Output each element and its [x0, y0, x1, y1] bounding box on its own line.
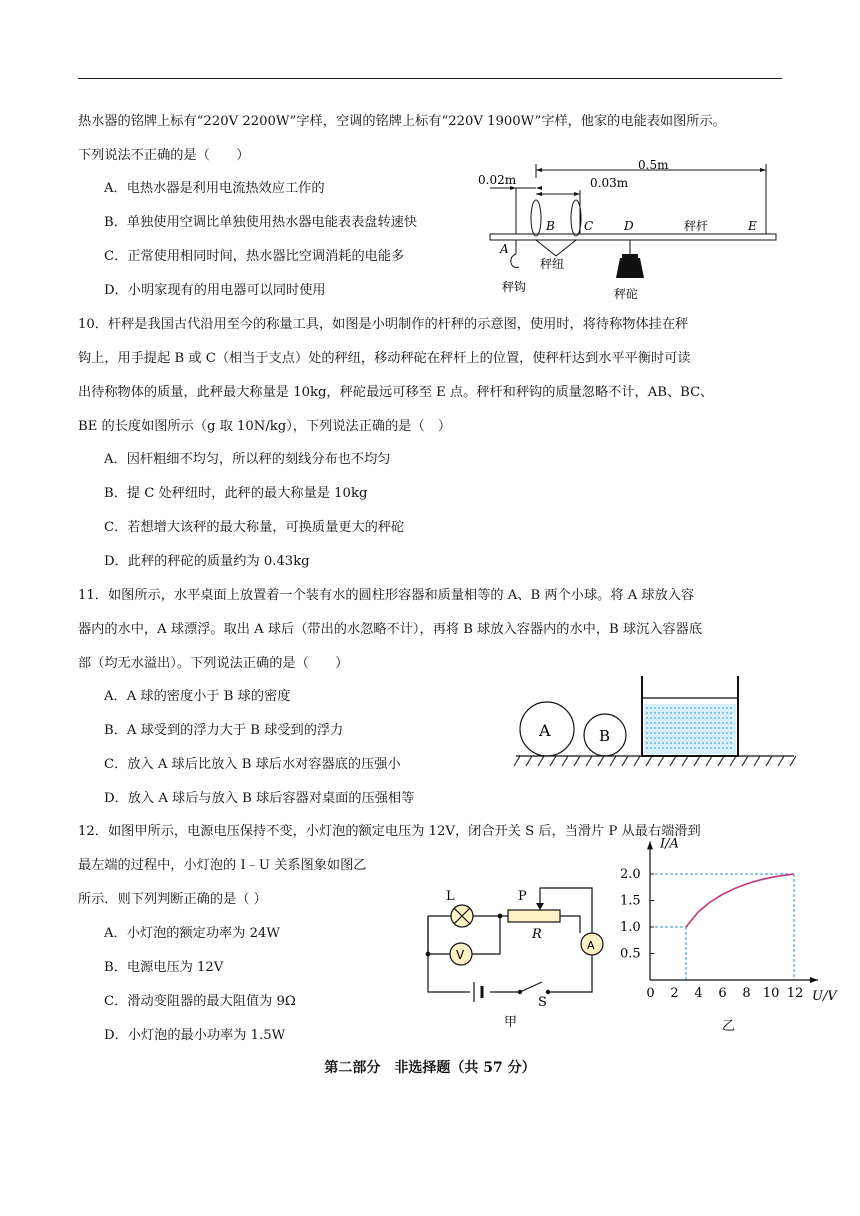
point-e-label: E: [748, 219, 757, 233]
y-tick-label: 1.0: [620, 920, 641, 935]
point-a-label: A: [500, 242, 509, 256]
q10-line-4: BE 的长度如图所示（g 取 10N/kg），下列说法正确的是（ ）: [78, 419, 452, 434]
hook-label: 秤钩: [502, 280, 527, 294]
q11-option-b: B．A 球受到的浮力大于 B 球受到的浮力: [104, 723, 344, 738]
slider-label: P: [518, 889, 527, 904]
q12-line-2: 最左端的过程中，小灯泡的 I﹣U 关系图象如图乙: [78, 858, 367, 873]
q10-option-c: C．若想增大该秤的最大称量，可换质量更大的秤砣: [104, 520, 405, 535]
iu-graph: [612, 832, 844, 1032]
ball-a-label: A: [539, 721, 551, 740]
q11-option-a: A．A 球的密度小于 B 球的密度: [104, 689, 291, 704]
intro-line-1: 热水器的铭牌上标有“220V 2200W”字样，空调的铭牌上标有“220V 1900W”字样，他家的电能表如图所示。: [78, 114, 726, 129]
weight-label: 秤砣: [614, 287, 639, 301]
circuit-caption: 甲: [504, 1015, 518, 1030]
graph-caption: 乙: [722, 1019, 736, 1032]
knob-label: 秤纽: [540, 257, 565, 271]
q11-option-d: D．放入 A 球后与放入 B 球后容器对桌面的压强相等: [104, 791, 415, 806]
dim-label-05m: 0.5m: [638, 158, 669, 172]
q10-line-1: 10．杆秤是我国古代沿用至今的称量工具，如图是小明制作的杆秤的示意图，使用时，将待称物体挂在秤: [78, 317, 689, 332]
y-axis-label: I/A: [660, 836, 679, 852]
q10-line-2: 钩上，用手提起 B 或 C（相当于支点）处的秤纽，移动秤砣在秤杆上的位置，使秤杆达到水平平衡时可读: [78, 351, 691, 366]
point-d-label: D: [624, 219, 634, 233]
header-rule: [78, 78, 782, 79]
x-axis-arrow: [810, 977, 818, 983]
q11-line-1: 11．如图所示，水平桌面上放置着一个装有水的圆柱形容器和质量相等的 A、B 两个小球。将 A 球放入容: [78, 588, 695, 603]
lamp-label: L: [446, 889, 455, 904]
q10-option-d: D．此秤的秤砣的质量约为 0.43kg: [104, 554, 310, 569]
x-tick-label: 12: [786, 986, 804, 1001]
q9-option-c: C．正常使用相同时间，热水器比空调消耗的电能多: [104, 249, 405, 264]
y-tick-label: 1.5: [620, 893, 641, 909]
x-tick-label: 2: [670, 986, 679, 1001]
x-tick-label: 0: [646, 986, 655, 1001]
q12-option-b: B．电源电压为 12V: [104, 960, 224, 975]
q12-option-a: A．小灯泡的额定功率为 24W: [104, 926, 280, 941]
rod-label: 秤杆: [684, 219, 709, 233]
q11-line-2: 器内的水中，A 球漂浮。取出 A 球后（带出的水忽略不计），再将 B 球放入容器内的水中，B 球沉入容器底: [78, 622, 703, 637]
intro-line-2: 下列说法不正确的是（ ）: [78, 148, 250, 163]
q12-line-3: 所示．则下列判断正确的是（ ）: [78, 892, 267, 907]
x-tick-label: 10: [762, 986, 780, 1001]
dim-label-003m: 0.03m: [590, 176, 629, 190]
q9-option-a: A．电热水器是利用电流热效应工作的: [104, 181, 325, 196]
q10-option-b: B．提 C 处秤纽时，此秤的最大称量是 10kg: [104, 486, 368, 501]
voltmeter-label: V: [456, 948, 465, 962]
x-tick-label: 6: [718, 986, 727, 1001]
q10-line-3: 出待称物体的质量，此秤最大称量是 10kg，秤砣最远可移至 E 点。秤杆和秤钩的质量忽略不计，AB、BC、: [78, 385, 714, 400]
ball-b-label: B: [599, 727, 611, 745]
q12-line-1: 12．如图甲所示，电源电压保持不变，小灯泡的额定电压为 12V，闭合开关 S 后，当滑片 P 从最右端滑到: [78, 824, 701, 839]
steelyard-figure: [470, 150, 790, 310]
q11-option-c: C．放入 A 球后比放入 B 球后水对容器底的压强小: [104, 757, 401, 772]
q12-option-c: C．滑动变阻器的最大阻值为 9Ω: [104, 994, 296, 1009]
q9-option-b: B．单独使用空调比单独使用热水器电能表表盘转速快: [104, 215, 418, 230]
q9-option-d: D．小明家现有的用电器可以同时使用: [104, 283, 326, 298]
iu-curve: [686, 874, 794, 927]
q12-option-d: D．小灯泡的最小功率为 1.5W: [104, 1028, 286, 1043]
y-tick-label: 0.5: [620, 946, 641, 962]
q11-line-3: 部（均无水溢出）。下列说法正确的是（ ）: [78, 656, 349, 671]
dim-label-002m: 0.02m: [478, 173, 517, 187]
y-axis-arrow: [647, 841, 653, 849]
y-tick-label: 2.0: [620, 867, 641, 882]
container-figure: [510, 668, 800, 772]
ammeter-label: A: [587, 939, 595, 952]
point-b-label: B: [546, 219, 555, 233]
point-c-label: C: [584, 219, 594, 233]
rheostat-label: R: [532, 927, 542, 942]
x-tick-label: 4: [694, 986, 703, 1001]
x-axis-label: U/V: [812, 989, 837, 1004]
circuit-diagram: [420, 880, 610, 1030]
switch-label: S: [538, 995, 547, 1010]
section-title: 第二部分 非选择题（共 57 分）: [324, 1060, 536, 1076]
q10-option-a: A．因杆粗细不均匀，所以秤的刻线分布也不均匀: [104, 452, 391, 467]
x-tick-label: 8: [742, 986, 751, 1001]
